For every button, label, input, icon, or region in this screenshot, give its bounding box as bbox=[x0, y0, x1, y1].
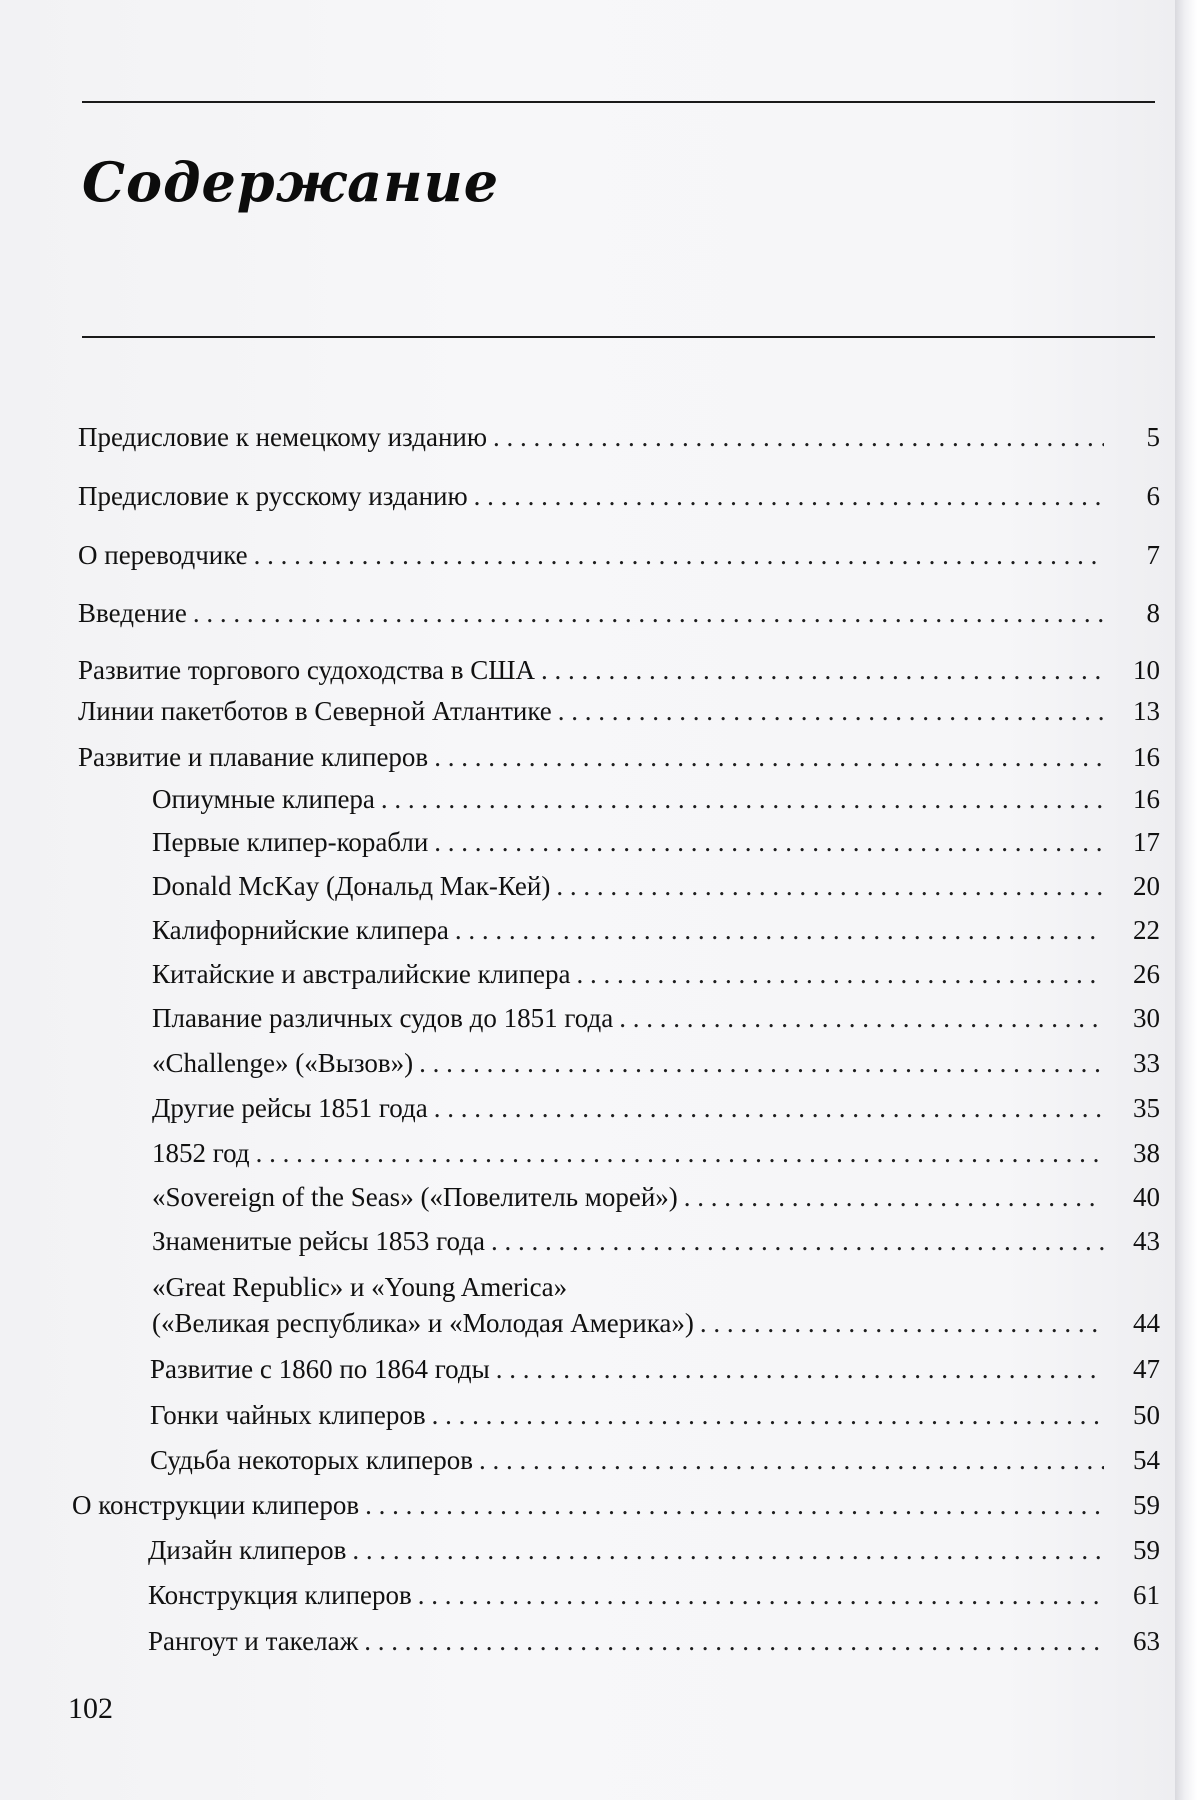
toc-entry-title: Введение bbox=[78, 598, 187, 628]
toc-entry-page: 17 bbox=[1133, 827, 1160, 857]
toc-entry-first-line bbox=[152, 1270, 1160, 1304]
dot-leader bbox=[474, 479, 1104, 513]
toc-entry bbox=[152, 913, 1160, 947]
dot-leader bbox=[365, 1488, 1104, 1522]
toc-entry-page: 61 bbox=[1133, 1580, 1160, 1610]
toc-entry bbox=[78, 694, 1160, 728]
toc-entry-page: 6 bbox=[1146, 481, 1160, 511]
toc-entry-page: 54 bbox=[1133, 1445, 1160, 1475]
toc-entry-title: Плавание различных судов до 1851 года bbox=[152, 1003, 614, 1033]
dot-leader bbox=[491, 1224, 1104, 1258]
toc-entry-title: «Great Republic» и «Young America» bbox=[152, 1272, 568, 1302]
dot-leader bbox=[479, 1443, 1104, 1477]
dot-leader bbox=[558, 694, 1104, 728]
toc-entry-page: 33 bbox=[1133, 1048, 1160, 1078]
dot-leader bbox=[619, 1001, 1104, 1035]
toc-entry-title: Конструкция клиперов bbox=[148, 1580, 412, 1610]
toc-entry bbox=[78, 740, 1160, 774]
dot-leader bbox=[541, 653, 1104, 687]
toc-entry-page: 10 bbox=[1133, 655, 1160, 685]
toc-entry bbox=[152, 869, 1160, 903]
toc-entry-page: 7 bbox=[1146, 540, 1160, 570]
toc-entry bbox=[78, 420, 1160, 454]
toc-entry-title: «Challenge» («Вызов») bbox=[152, 1048, 414, 1078]
toc-entry bbox=[72, 1488, 1160, 1522]
toc-entry-title: Развитие и плавание клиперов bbox=[78, 742, 429, 772]
dot-leader bbox=[434, 825, 1104, 859]
toc-entry-title: Китайские и австралийские клипера bbox=[152, 959, 571, 989]
toc-entry-page: 59 bbox=[1133, 1535, 1160, 1565]
toc-entry-page: 43 bbox=[1133, 1226, 1160, 1256]
dot-leader bbox=[684, 1180, 1104, 1214]
dot-leader bbox=[556, 869, 1104, 903]
toc-entry-title: Опиумные клипера bbox=[152, 784, 375, 814]
toc-entry bbox=[78, 596, 1160, 630]
toc-entry-title: Предисловие к немецкому изданию bbox=[78, 422, 488, 452]
toc-entry bbox=[152, 1306, 1160, 1340]
toc-entry-page: 63 bbox=[1133, 1626, 1160, 1656]
toc-entry bbox=[152, 1180, 1160, 1214]
dot-leader bbox=[700, 1306, 1104, 1340]
toc-entry-page: 50 bbox=[1133, 1400, 1160, 1430]
toc-entry bbox=[78, 479, 1160, 513]
toc-entry bbox=[152, 1001, 1160, 1035]
toc-entry-page: 38 bbox=[1133, 1138, 1160, 1168]
dot-leader bbox=[455, 913, 1104, 947]
toc-entry bbox=[152, 1136, 1160, 1170]
toc-entry bbox=[152, 1091, 1160, 1125]
dot-leader bbox=[419, 1046, 1104, 1080]
toc-entry-title: Развитие торгового судоходства в США bbox=[78, 655, 535, 685]
toc-entry bbox=[152, 782, 1160, 816]
toc-entry-title: О конструкции клиперов bbox=[72, 1490, 360, 1520]
dot-leader bbox=[352, 1533, 1104, 1567]
toc-entry bbox=[148, 1578, 1160, 1612]
toc-entry bbox=[78, 538, 1160, 572]
toc-entry bbox=[152, 957, 1160, 991]
toc-entry-page: 22 bbox=[1133, 915, 1160, 945]
toc-entry-page: 59 bbox=[1133, 1490, 1160, 1520]
title-rule bbox=[82, 336, 1155, 338]
toc-entry-title: Знаменитые рейсы 1853 года bbox=[152, 1226, 486, 1256]
toc-entry-title: Гонки чайных клиперов bbox=[150, 1400, 426, 1430]
toc-entry bbox=[150, 1398, 1160, 1432]
page-number: 102 bbox=[68, 1692, 113, 1725]
toc-entry-page: 20 bbox=[1133, 871, 1160, 901]
dot-leader bbox=[418, 1578, 1104, 1612]
toc-entry-title: Судьба некоторых клиперов bbox=[150, 1445, 474, 1475]
page-title: Содержание bbox=[82, 150, 500, 214]
toc-entry bbox=[152, 1224, 1160, 1258]
toc-entry-title: Donald McKay (Дональд Мак-Кей) bbox=[152, 871, 551, 901]
toc-entry-title: Другие рейсы 1851 года bbox=[152, 1093, 428, 1123]
toc-entry bbox=[152, 1046, 1160, 1080]
toc-entry-page: 8 bbox=[1146, 598, 1160, 628]
page-edge bbox=[1175, 0, 1197, 1800]
toc-entry-title: «Sovereign of the Seas» («Повелитель морей») bbox=[152, 1182, 678, 1212]
toc-entry-title: Развитие с 1860 по 1864 годы bbox=[150, 1354, 490, 1384]
toc-entry-page: 16 bbox=[1133, 742, 1160, 772]
toc-entry-title: Предисловие к русскому изданию bbox=[78, 481, 468, 511]
toc-entry bbox=[78, 653, 1160, 687]
dot-leader bbox=[493, 420, 1104, 454]
toc-entry-title: («Великая республика» и «Молодая Америка») bbox=[152, 1308, 694, 1338]
toc-entry-page: 35 bbox=[1133, 1093, 1160, 1123]
toc-entry-title: Калифорнийские клипера bbox=[152, 915, 449, 945]
dot-leader bbox=[434, 1091, 1104, 1125]
toc-entry bbox=[150, 1352, 1160, 1386]
toc-entry-page: 13 bbox=[1133, 696, 1160, 726]
top-rule bbox=[82, 101, 1155, 103]
toc-entry-page: 16 bbox=[1133, 784, 1160, 814]
toc-entry-page: 30 bbox=[1133, 1003, 1160, 1033]
toc-entry-page: 26 bbox=[1133, 959, 1160, 989]
dot-leader bbox=[193, 596, 1104, 630]
toc-entry-title: Дизайн клиперов bbox=[148, 1535, 347, 1565]
dot-leader bbox=[577, 957, 1104, 991]
toc-entry-title: 1852 год bbox=[152, 1138, 250, 1168]
toc-entry bbox=[148, 1533, 1160, 1567]
dot-leader bbox=[432, 1398, 1104, 1432]
toc-entry-title: Линии пакетботов в Северной Атлантике bbox=[78, 696, 552, 726]
dot-leader bbox=[254, 538, 1104, 572]
toc-entry bbox=[152, 825, 1160, 859]
toc-entry bbox=[150, 1443, 1160, 1477]
toc-entry-title: Первые клипер-корабли bbox=[152, 827, 429, 857]
dot-leader bbox=[381, 782, 1104, 816]
toc-entry-page: 40 bbox=[1133, 1182, 1160, 1212]
dot-leader bbox=[496, 1352, 1104, 1386]
dot-leader bbox=[256, 1136, 1104, 1170]
toc-entry-page: 47 bbox=[1133, 1354, 1160, 1384]
toc-entry-title: Рангоут и такелаж bbox=[148, 1626, 359, 1656]
toc-entry bbox=[148, 1624, 1160, 1658]
toc-entry-page: 44 bbox=[1133, 1308, 1160, 1338]
toc-entry-page: 5 bbox=[1146, 422, 1160, 452]
toc-entry-title: О переводчике bbox=[78, 540, 248, 570]
dot-leader bbox=[434, 740, 1104, 774]
dot-leader bbox=[364, 1624, 1104, 1658]
